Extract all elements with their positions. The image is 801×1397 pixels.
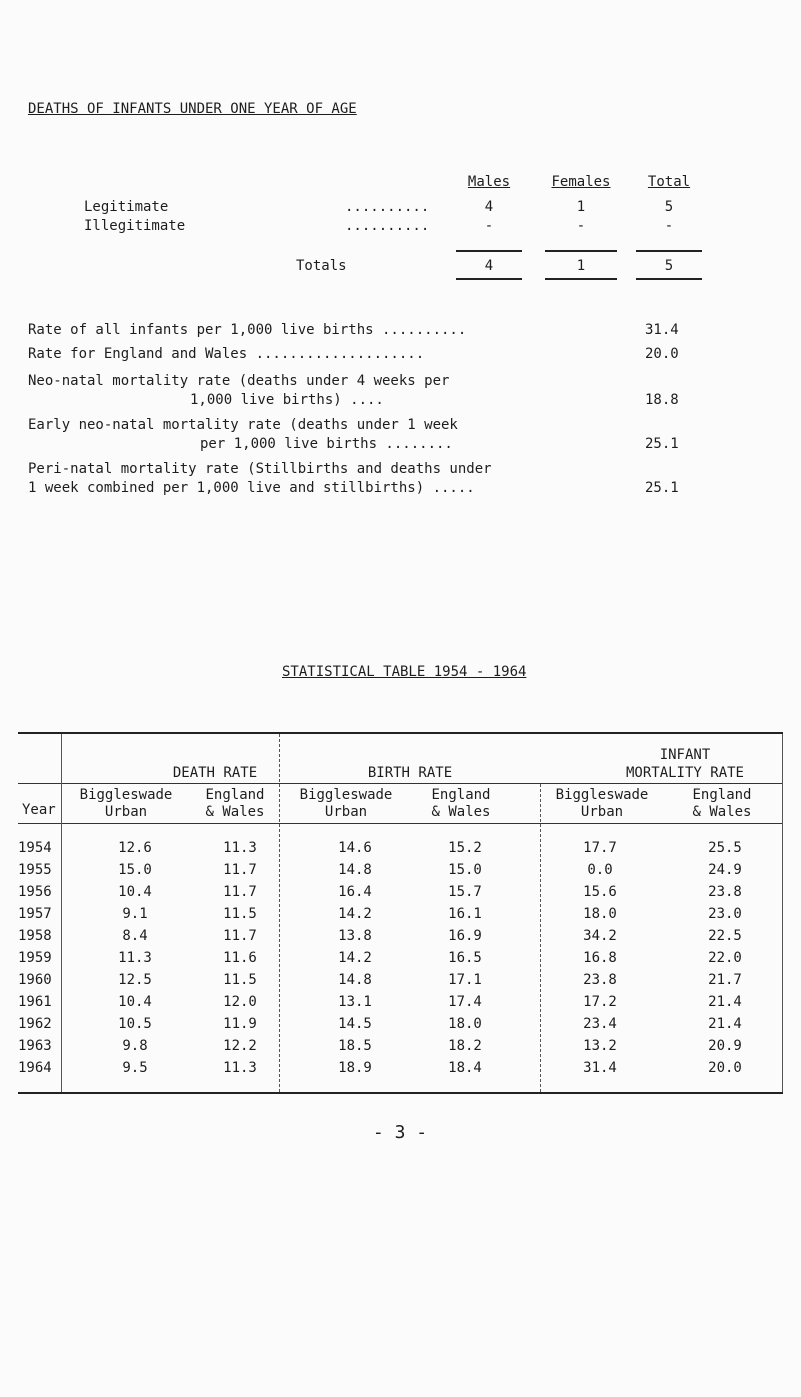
value-cell: 21.4 [708, 1016, 742, 1032]
year-cell: 1962 [18, 1016, 52, 1032]
year-cell: 1955 [18, 862, 52, 878]
value-cell: 23.4 [583, 1016, 617, 1032]
value-cell: 13.2 [583, 1038, 617, 1054]
value-cell: 18.0 [448, 1016, 482, 1032]
page-number: - 3 - [372, 1122, 428, 1143]
sub-header: Biggleswade [79, 787, 173, 803]
year-cell: 1961 [18, 994, 52, 1010]
value-cell: 18.0 [583, 906, 617, 922]
value-cell: 9.5 [122, 1060, 148, 1076]
sub-header-rule [18, 823, 783, 824]
rate-value: 18.8 [645, 392, 679, 408]
value-cell: 17.7 [583, 840, 617, 856]
value-cell: 12.2 [223, 1038, 257, 1054]
value-cell: 1 [576, 199, 586, 215]
table-top-rule [18, 732, 783, 734]
value-cell: 17.4 [448, 994, 482, 1010]
value-cell: 16.1 [448, 906, 482, 922]
value-cell: 16.9 [448, 928, 482, 944]
value-cell: 24.9 [708, 862, 742, 878]
rate-text: Peri-natal mortality rate (Stillbirths and deaths under [28, 461, 492, 477]
sub-header: Biggleswade [299, 787, 393, 803]
value-cell: 12.5 [118, 972, 152, 988]
value-cell: 18.2 [448, 1038, 482, 1054]
column-divider [61, 734, 62, 1092]
value-cell: 20.9 [708, 1038, 742, 1054]
value-cell: 17.1 [448, 972, 482, 988]
value-cell: 11.7 [223, 884, 257, 900]
value-cell: 11.7 [223, 928, 257, 944]
row-label-illegitimate: Illegitimate [84, 218, 186, 234]
value-cell: 15.0 [118, 862, 152, 878]
rate-value: 25.1 [645, 436, 679, 452]
rate-text: Early neo-natal mortality rate (deaths under 1 week [28, 417, 458, 433]
value-cell: 9.1 [122, 906, 148, 922]
year-cell: 1954 [18, 840, 52, 856]
value-cell: - [576, 218, 586, 234]
header-mortality-rate: MORTALITY RATE [625, 765, 744, 781]
year-cell: 1964 [18, 1060, 52, 1076]
rate-value: 20.0 [645, 346, 679, 362]
rate-text: Neo-natal mortality rate (deaths under 4 weeks per [28, 373, 450, 389]
rate-value: 31.4 [645, 322, 679, 338]
value-cell: 11.7 [223, 862, 257, 878]
rule [456, 250, 522, 252]
header-death-rate: DEATH RATE [172, 765, 258, 781]
value-cell: 16.8 [583, 950, 617, 966]
total-cell: 5 [664, 258, 674, 274]
sub-header: & Wales [431, 804, 491, 820]
header-infant: INFANT [659, 747, 711, 763]
value-cell: 14.2 [338, 950, 372, 966]
sub-header: England [205, 787, 265, 803]
sub-header: England [692, 787, 752, 803]
value-cell: 11.3 [223, 1060, 257, 1076]
table-bottom-rule [18, 1092, 783, 1094]
year-cell: 1957 [18, 906, 52, 922]
value-cell: 0.0 [587, 862, 613, 878]
value-cell: 23.0 [708, 906, 742, 922]
value-cell: 22.5 [708, 928, 742, 944]
value-cell: 23.8 [583, 972, 617, 988]
group-header-rule [18, 783, 783, 784]
sub-header: Urban [104, 804, 148, 820]
value-cell: 12.6 [118, 840, 152, 856]
sub-header: Urban [324, 804, 368, 820]
rate-text: per 1,000 live births ........ [200, 436, 453, 452]
value-cell: 14.2 [338, 906, 372, 922]
value-cell: 8.4 [122, 928, 148, 944]
value-cell: 18.5 [338, 1038, 372, 1054]
value-cell: 10.4 [118, 994, 152, 1010]
total-cell: 4 [484, 258, 494, 274]
sub-header: Biggleswade [555, 787, 649, 803]
value-cell: 10.5 [118, 1016, 152, 1032]
sub-header: England [431, 787, 491, 803]
rule [456, 278, 522, 280]
header-total: Total [647, 174, 691, 190]
year-cell: 1960 [18, 972, 52, 988]
rate-text: Rate of all infants per 1,000 live births .......... [28, 322, 467, 338]
value-cell: 18.4 [448, 1060, 482, 1076]
value-cell: 11.9 [223, 1016, 257, 1032]
value-cell: 10.4 [118, 884, 152, 900]
stat-table-title: STATISTICAL TABLE 1954 - 1964 [282, 664, 527, 680]
value-cell: 14.8 [338, 972, 372, 988]
value-cell: 16.5 [448, 950, 482, 966]
rate-text: Rate for England and Wales .................... [28, 346, 425, 362]
sub-header: Urban [580, 804, 624, 820]
value-cell: 16.4 [338, 884, 372, 900]
value-cell: 13.8 [338, 928, 372, 944]
sub-header: & Wales [692, 804, 752, 820]
value-cell: 15.7 [448, 884, 482, 900]
year-cell: 1956 [18, 884, 52, 900]
value-cell: 34.2 [583, 928, 617, 944]
value-cell: 21.7 [708, 972, 742, 988]
value-cell: 15.0 [448, 862, 482, 878]
value-cell: 5 [664, 199, 674, 215]
value-cell: 15.2 [448, 840, 482, 856]
header-males: Males [467, 174, 511, 190]
page-title: DEATHS OF INFANTS UNDER ONE YEAR OF AGE [28, 101, 357, 117]
rate-text: 1 week combined per 1,000 live and stillbirths) ..... [28, 480, 475, 496]
value-cell: 11.5 [223, 972, 257, 988]
value-cell: 11.3 [118, 950, 152, 966]
value-cell: - [484, 218, 494, 234]
value-cell: 22.0 [708, 950, 742, 966]
value-cell: 25.5 [708, 840, 742, 856]
header-birth-rate: BIRTH RATE [367, 765, 453, 781]
table-right-border [782, 734, 783, 1092]
column-divider [540, 784, 541, 1092]
value-cell: 18.9 [338, 1060, 372, 1076]
header-females: Females [551, 174, 611, 190]
year-cell: 1958 [18, 928, 52, 944]
totals-label: Totals [296, 258, 347, 274]
value-cell: 21.4 [708, 994, 742, 1010]
row-label-legitimate: Legitimate [84, 199, 169, 215]
value-cell: 14.8 [338, 862, 372, 878]
value-cell: 12.0 [223, 994, 257, 1010]
rate-value: 25.1 [645, 480, 679, 496]
value-cell: 31.4 [583, 1060, 617, 1076]
value-cell: 11.5 [223, 906, 257, 922]
value-cell: 23.8 [708, 884, 742, 900]
value-cell: 14.5 [338, 1016, 372, 1032]
rule [545, 278, 617, 280]
value-cell: 11.3 [223, 840, 257, 856]
value-cell: 20.0 [708, 1060, 742, 1076]
header-year: Year [22, 802, 56, 818]
rule [636, 278, 702, 280]
row-dots: .......... [345, 199, 430, 215]
rule [545, 250, 617, 252]
year-cell: 1963 [18, 1038, 52, 1054]
rule [636, 250, 702, 252]
value-cell: 14.6 [338, 840, 372, 856]
value-cell: 17.2 [583, 994, 617, 1010]
row-dots: .......... [345, 218, 430, 234]
year-cell: 1959 [18, 950, 52, 966]
total-cell: 1 [576, 258, 586, 274]
value-cell: 4 [484, 199, 494, 215]
rate-text: 1,000 live births) .... [190, 392, 384, 408]
value-cell: 15.6 [583, 884, 617, 900]
value-cell: 11.6 [223, 950, 257, 966]
value-cell: 9.8 [122, 1038, 148, 1054]
value-cell: 13.1 [338, 994, 372, 1010]
sub-header: & Wales [205, 804, 265, 820]
value-cell: - [664, 218, 674, 234]
